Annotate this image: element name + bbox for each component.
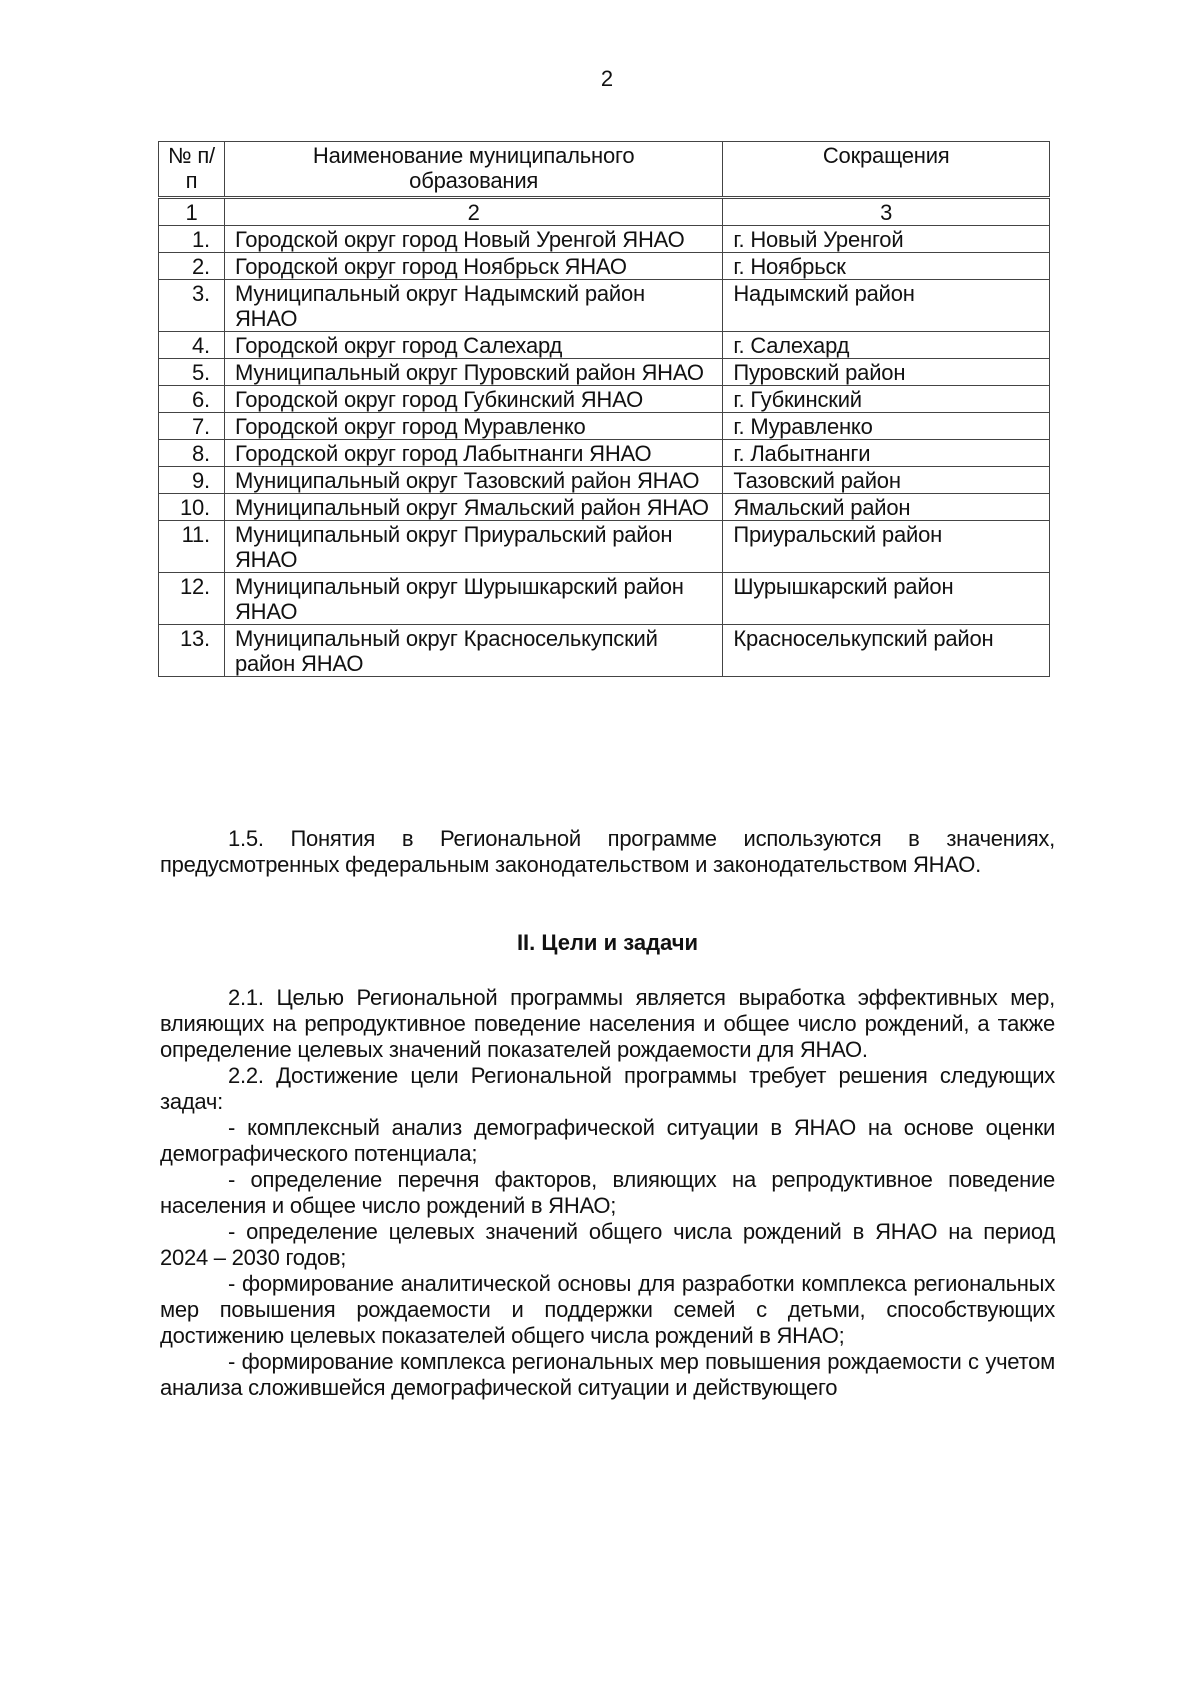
table-row: [159, 332, 1050, 359]
cell-abbr: Пуровский район: [723, 359, 1050, 386]
cell-name: Муниципальный округ Тазовский район ЯНАО: [224, 467, 722, 494]
table-header-row: [159, 142, 1050, 198]
cell-abbr: Тазовский район: [723, 467, 1050, 494]
table-row: [159, 467, 1050, 494]
cell-num: 13.: [159, 625, 225, 677]
cell-name: Муниципальный округ Пуровский район ЯНАО: [224, 359, 722, 386]
paragraph: 2.2. Достижение цели Региональной программы требует решения следующих задач:: [160, 1063, 1055, 1114]
paragraph: - формирование комплекса региональных мер повышения рождаемости с учетом анализа сложившейся демографической ситуации и действующего: [160, 1349, 1055, 1400]
table-row: [159, 625, 1050, 677]
cell-num: 3.: [159, 280, 225, 332]
cell-name: Муниципальный округ Шурышкарский район ЯНАО: [224, 573, 722, 625]
section-title: II. Цели и задачи: [516, 930, 699, 955]
cell-abbr: Шурышкарский район: [723, 573, 1050, 625]
cell-name: Городской округ город Муравленко: [224, 413, 722, 440]
cell-name: Муниципальный округ Приуральский район ЯНАО: [224, 521, 722, 573]
table-row: [159, 253, 1050, 280]
paragraph: 2.1. Целью Региональной программы является выработка эффективных мер, влияющих на репродуктивное поведение населения и общее число рождений, а также определение целевых значений показателей рождаемости для ЯНАО.: [160, 985, 1055, 1062]
cell-name: Муниципальный округ Красноселькупский район ЯНАО: [224, 625, 722, 677]
header-name: Наименование муниципального образования: [224, 142, 722, 198]
cell-abbr: г. Салехард: [723, 332, 1050, 359]
header-number: № п/п: [159, 142, 225, 198]
cell-num: 5.: [159, 359, 225, 386]
paragraph: - определение целевых значений общего числа рождений в ЯНАО на период 2024 – 2030 годов;: [160, 1219, 1055, 1270]
table-row: [159, 494, 1050, 521]
page-number: 2: [600, 66, 614, 91]
section-body: [160, 985, 1055, 1401]
table-index-row: [159, 198, 1050, 226]
cell-name: Муниципальный округ Ямальский район ЯНАО: [224, 494, 722, 521]
index-cell: 3: [723, 198, 1050, 226]
cell-abbr: г. Губкинский: [723, 386, 1050, 413]
paragraph: - комплексный анализ демографической ситуации в ЯНАО на основе оценки демографического потенциала;: [160, 1115, 1055, 1166]
cell-num: 12.: [159, 573, 225, 625]
cell-abbr: Красноселькупский район: [723, 625, 1050, 677]
index-cell: 2: [224, 198, 722, 226]
table-row: [159, 359, 1050, 386]
cell-name: Городской округ город Ноябрьск ЯНАО: [224, 253, 722, 280]
cell-num: 1.: [159, 226, 225, 253]
cell-abbr: г. Новый Уренгой: [723, 226, 1050, 253]
table-row: [159, 280, 1050, 332]
cell-num: 11.: [159, 521, 225, 573]
cell-name: Городской округ город Новый Уренгой ЯНАО: [224, 226, 722, 253]
table-row: [159, 521, 1050, 573]
table-row: [159, 386, 1050, 413]
cell-abbr: Ямальский район: [723, 494, 1050, 521]
cell-num: 8.: [159, 440, 225, 467]
cell-abbr: г. Лабытнанги: [723, 440, 1050, 467]
cell-num: 4.: [159, 332, 225, 359]
table-row: [159, 573, 1050, 625]
paragraph: - определение перечня факторов, влияющих на репродуктивное поведение населения и общее число рождений в ЯНАО;: [160, 1167, 1055, 1218]
table-row: [159, 440, 1050, 467]
municipalities-table: [158, 141, 1050, 677]
cell-num: 9.: [159, 467, 225, 494]
cell-num: 2.: [159, 253, 225, 280]
table-row: [159, 226, 1050, 253]
cell-name: Муниципальный округ Надымский район ЯНАО: [224, 280, 722, 332]
cell-num: 10.: [159, 494, 225, 521]
cell-abbr: Надымский район: [723, 280, 1050, 332]
header-abbr: Сокращения: [723, 142, 1050, 198]
cell-abbr: Приуральский район: [723, 521, 1050, 573]
paragraph: - формирование аналитической основы для разработки комплекса региональных мер повышения рождаемости и поддержки семей с детьми, способствующих достижению целевых показателей общего числа рождений в ЯНАО;: [160, 1271, 1055, 1348]
cell-num: 6.: [159, 386, 225, 413]
cell-name: Городской округ город Салехард: [224, 332, 722, 359]
cell-abbr: г. Ноябрьск: [723, 253, 1050, 280]
cell-name: Городской округ город Губкинский ЯНАО: [224, 386, 722, 413]
paragraph-1-5-block: [160, 826, 1055, 878]
table-row: [159, 413, 1050, 440]
cell-num: 7.: [159, 413, 225, 440]
index-cell: 1: [159, 198, 225, 226]
cell-name: Городской округ город Лабытнанги ЯНАО: [224, 440, 722, 467]
cell-abbr: г. Муравленко: [723, 413, 1050, 440]
paragraph-1-5: 1.5. Понятия в Региональной программе используются в значениях, предусмотренных федеральным законодательством и законодательством ЯНАО.: [160, 826, 1055, 877]
